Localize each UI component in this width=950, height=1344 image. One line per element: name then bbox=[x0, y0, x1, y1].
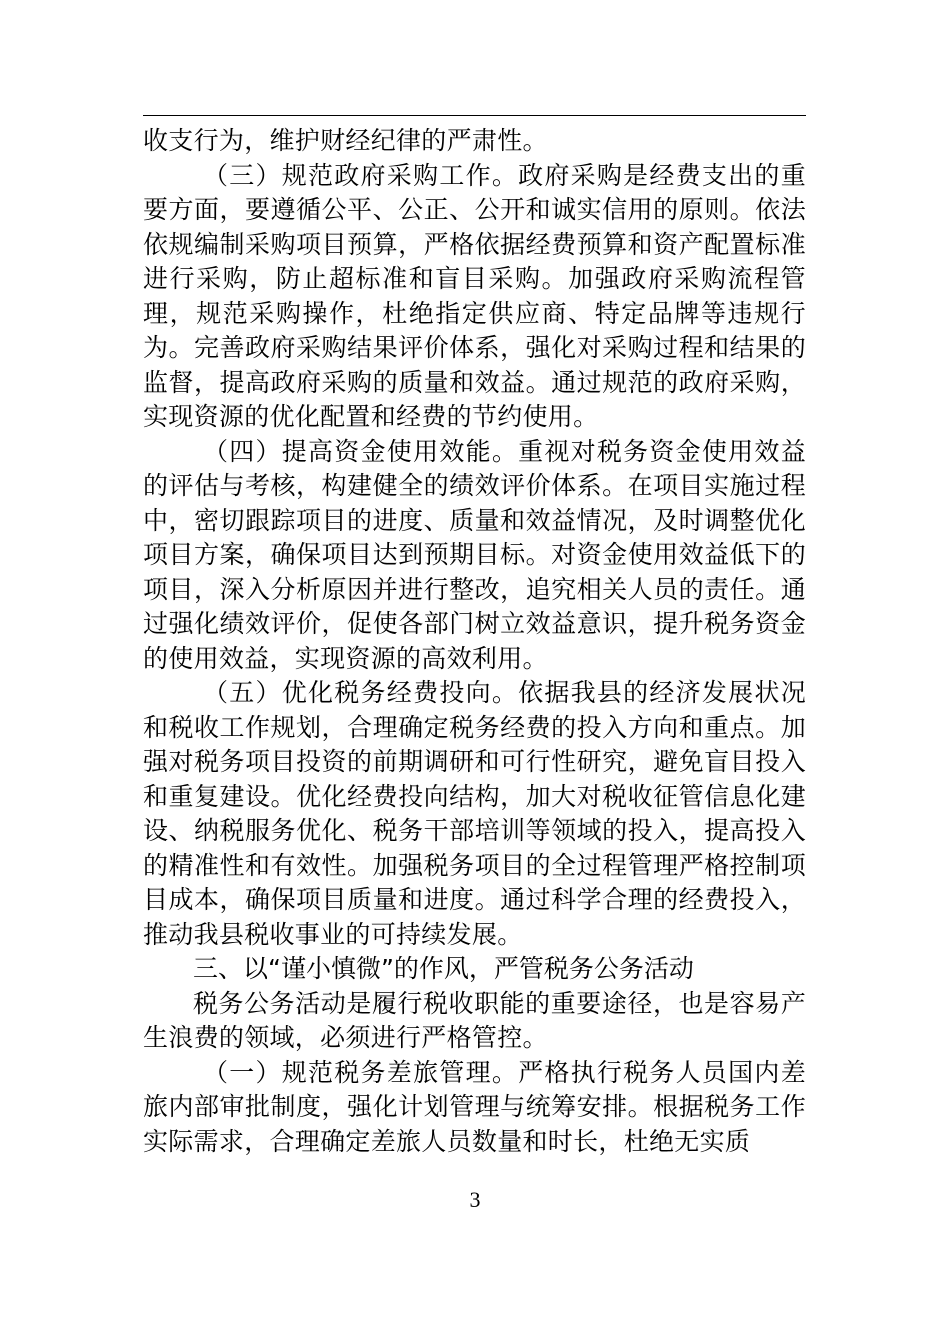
section-heading: 三、以“谨小慎微”的作风，严管税务公务活动 bbox=[193, 954, 694, 983]
paragraph-government-procurement: （三）规范政府采购工作。政府采购是经费支出的重要方面，要遵循公平、公正、公开和诚实信用的原则。依法依规编制采购项目预算，严格依据经费预算和资产配置标准进行采购，防止超标准和盲目采购。加强政府采购流程管理，规范采购操作，杜绝指定供应商、特定品牌等违规行为。完善政府采购结果评价体系，强化对采购过程和结果的监督，提高政府采购的质量和效益。通过规范的政府采购，实现资源的优化配置和经费的节约使用。 bbox=[143, 160, 806, 431]
page-number: 3 bbox=[469, 1187, 481, 1212]
paragraph-fund-efficiency: （四）提高资金使用效能。重视对税务资金使用效益的评估与考核，构建健全的绩效评价体系。在项目实施过程中，密切跟踪项目的进度、质量和效益情况，及时调整优化项目方案，确保项目达到预期目标。对资金使用效益低下的项目，深入分析原因并进行整改，追究相关人员的责任。通过强化绩效评价，促使各部门树立效益意识，提升税务资金的使用效益，实现资源的高效利用。 bbox=[143, 436, 806, 673]
paragraph-continuation: 收支行为，维护财经纪律的严肃性。 bbox=[143, 126, 548, 155]
paragraph-travel-management: （一）规范税务差旅管理。严格执行税务人员国内差旅内部审批制度，强化计划管理与统筹安排。根据税务工作实际需求，合理确定差旅人员数量和时长，杜绝无实质 bbox=[143, 1057, 806, 1156]
header-rule bbox=[143, 115, 806, 116]
paragraph-official-activities-intro: 税务公务活动是履行税收职能的重要途径，也是容易产生浪费的领域，必须进行严格管控。 bbox=[143, 988, 806, 1052]
document-body bbox=[143, 124, 806, 1159]
paragraph-funding-direction: （五）优化税务经费投向。依据我县的经济发展状况和税收工作规划，合理确定税务经费的投入方向和重点。加强对税务项目投资的前期调研和可行性研究，避免盲目投入和重复建设。优化经费投向结构，加大对税收征管信息化建设、纳税服务优化、税务干部培训等领域的投入，提高投入的精准性和有效性。加强税务项目的全过程管理严格控制项目成本，确保项目质量和进度。通过科学合理的经费投入，推动我县税收事业的可持续发展。 bbox=[143, 678, 806, 949]
